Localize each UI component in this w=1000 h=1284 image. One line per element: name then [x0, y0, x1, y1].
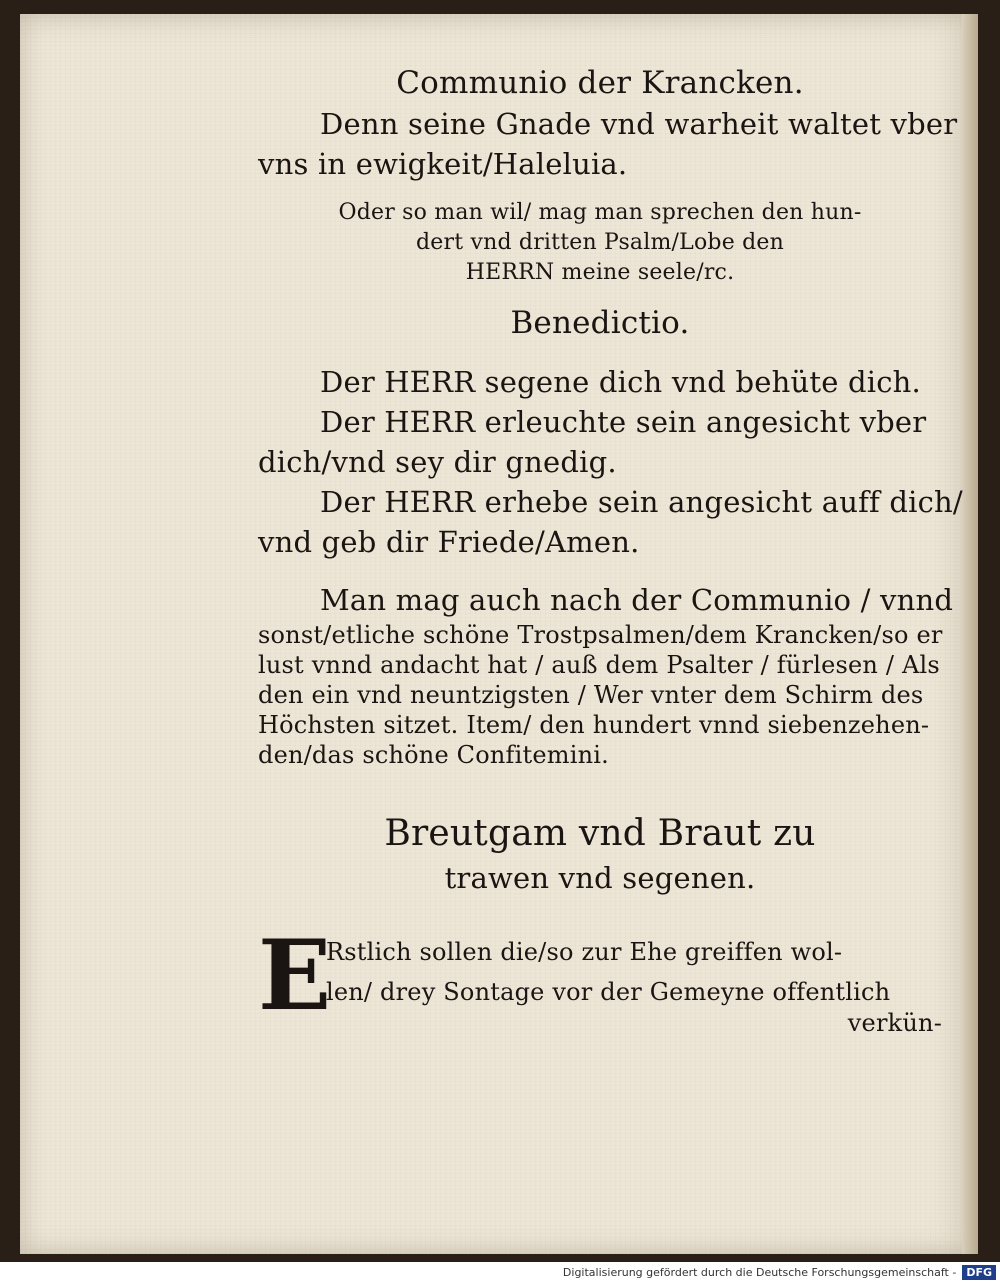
text-line: Der HERR segene dich vnd behüte dich. — [320, 365, 921, 399]
dfg-logo: DFG — [962, 1265, 996, 1280]
text-line: trawen vnd segenen. — [444, 861, 756, 895]
text-line: Breutgam vnd Braut zu — [384, 813, 816, 854]
text-line: Der HERR erhebe sein angesicht auff dich/ — [320, 485, 963, 519]
text-line: Man mag auch nach der Communio / vnnd — [320, 583, 954, 617]
text-line: Der HERR erleuchte sein angesicht vber — [320, 405, 927, 439]
text-line: dich/vnd sey dir gnedig. — [258, 445, 617, 479]
text-line: vnd geb dir Friede/Amen. — [258, 525, 640, 559]
text-line: vns in ewigkeit/Haleluia. — [258, 147, 628, 181]
page-text — [258, 62, 963, 1038]
text-line: den ein vnd neuntzigsten / Wer vnter dem Schirm des — [258, 681, 924, 709]
catchword: verkün- — [847, 1009, 942, 1037]
footer-credit: Digitalisierung gefördert durch die Deutsche Forschungsgemeinschaft - — [562, 1266, 957, 1279]
text-line: Denn seine Gnade vnd warheit waltet vber — [320, 107, 958, 141]
footer — [0, 1262, 1000, 1284]
text-line: HERRN meine seele/rc. — [465, 260, 735, 285]
text-line: len/ drey Sontage vor der Gemeyne offentlich — [326, 978, 891, 1006]
text-line: Benedictio. — [510, 305, 690, 341]
text-line: Höchsten sitzet. Item/ den hundert vnnd siebenzehen- — [258, 711, 930, 739]
text-line: lust vnnd andacht hat / auß dem Psalter / fürlesen / Als — [258, 651, 940, 679]
final-paragraph — [258, 919, 942, 1038]
text-line: dert vnd dritten Psalm/Lobe den — [416, 230, 784, 255]
page-edge — [962, 14, 978, 1254]
text-line: den/das schöne Confitemini. — [258, 741, 609, 769]
text-line: sonst/etliche schöne Trostpsalmen/dem Krancken/so er — [258, 621, 943, 649]
drop-cap: E — [258, 919, 332, 1032]
text-line: Oder so man wil/ mag man sprechen den hun- — [338, 200, 862, 225]
text-line: Rstlich sollen die/so zur Ehe greiffen wol- — [326, 938, 843, 966]
text-line: Communio der Krancken. — [396, 65, 804, 101]
